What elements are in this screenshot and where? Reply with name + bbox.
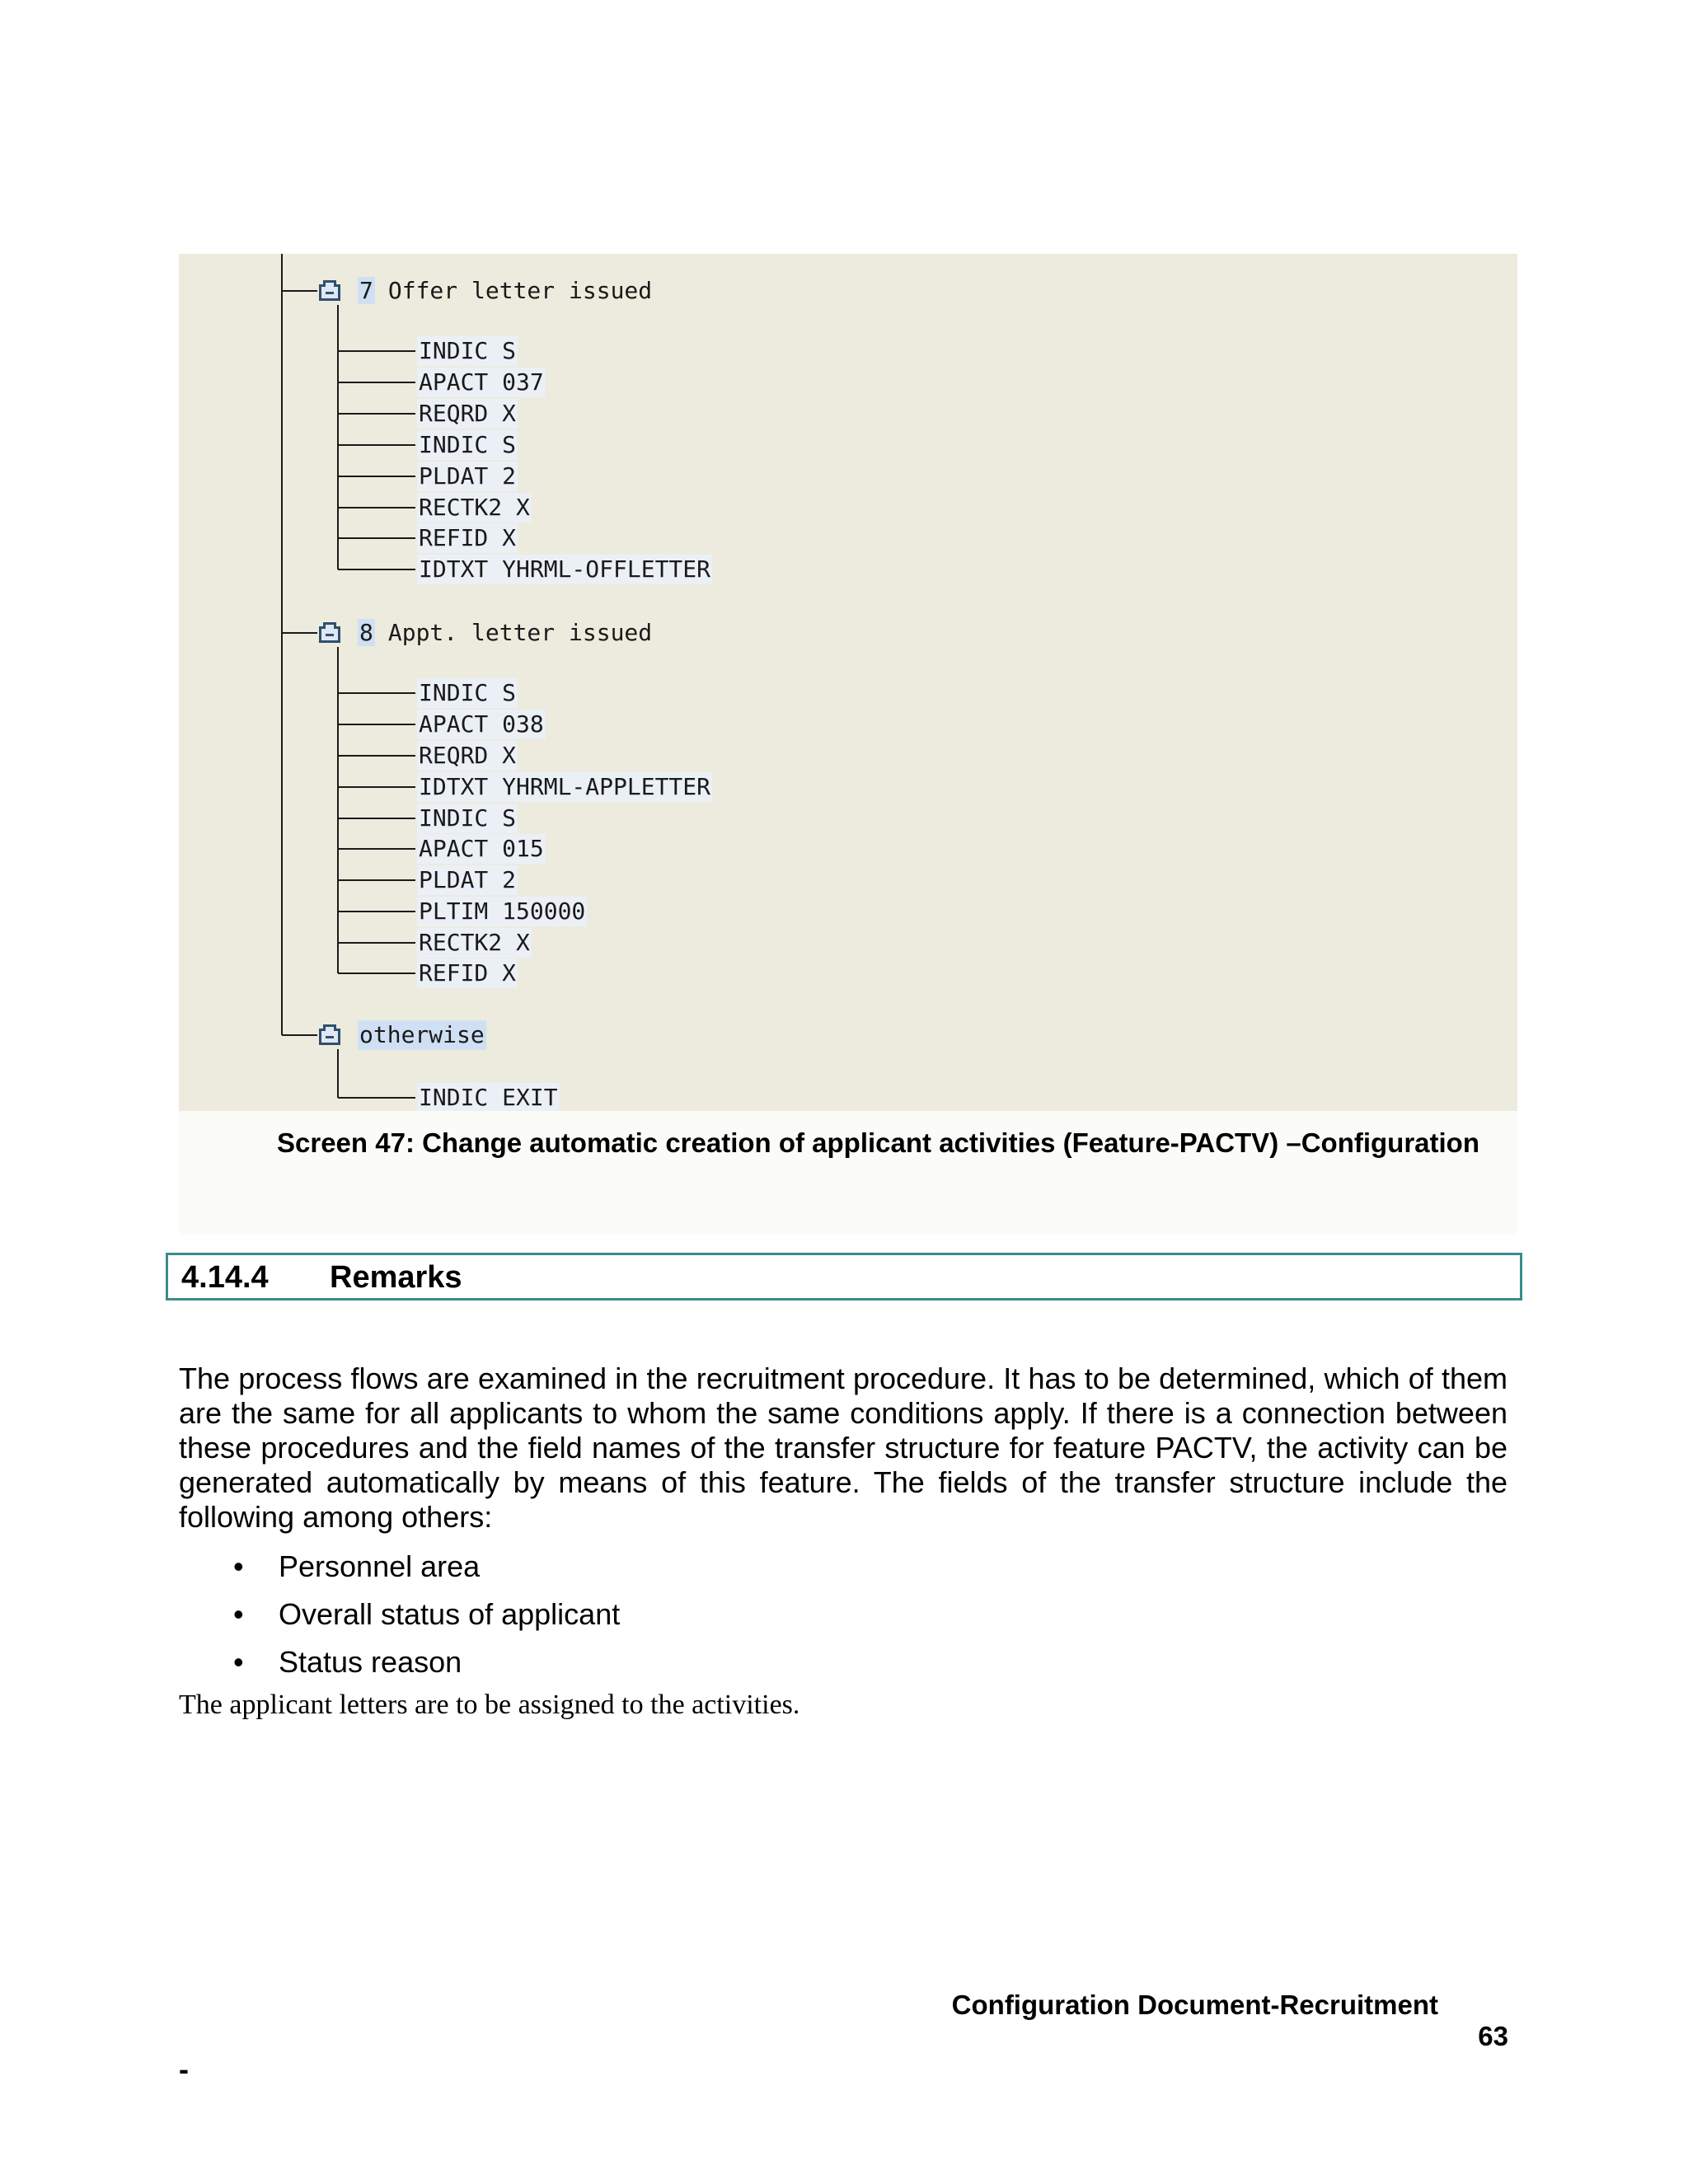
tree-leaf[interactable]: RECTK2 X bbox=[419, 929, 530, 956]
tree-leaf[interactable]: APACT 037 bbox=[419, 368, 544, 396]
list-item-text: Status reason bbox=[279, 1645, 462, 1679]
bullet-symbol: • bbox=[233, 1549, 244, 1583]
tree-leaf[interactable]: INDIC S bbox=[419, 804, 517, 832]
list-item bbox=[223, 1638, 620, 1686]
footer-title: Configuration Document-Recruitment bbox=[951, 1990, 1438, 2020]
tree-leaf[interactable]: INDIC EXIT bbox=[419, 1084, 558, 1111]
list-item-text: Overall status of applicant bbox=[279, 1597, 621, 1631]
tree-leaf[interactable]: APACT 015 bbox=[419, 835, 544, 862]
node-number: 8 bbox=[359, 619, 373, 646]
tree-leaf[interactable]: REFID X bbox=[419, 524, 517, 551]
figure-caption: Screen 47: Change automatic creation of applicant activities (Feature-PACTV) –Configuration bbox=[277, 1127, 1479, 1158]
tree-leaf[interactable]: PLTIM 150000 bbox=[419, 898, 586, 925]
tree-node-appt-letter[interactable] bbox=[358, 618, 652, 648]
tree-leaf[interactable]: IDTXT YHRML-OFFLETTER bbox=[419, 555, 711, 583]
page-number: 63 bbox=[1478, 2021, 1508, 2051]
tree-node-offer-letter[interactable] bbox=[358, 276, 652, 306]
bullet-symbol: • bbox=[233, 1597, 244, 1631]
tree-leaf[interactable]: IDTXT YHRML-APPLETTER bbox=[419, 773, 711, 800]
node-number: 7 bbox=[359, 277, 373, 304]
tree-leaf[interactable]: REFID X bbox=[419, 959, 517, 987]
tree-leaf[interactable]: APACT 038 bbox=[419, 710, 544, 738]
folder-icon[interactable] bbox=[319, 284, 340, 301]
tree-leaf[interactable]: PLDAT 2 bbox=[419, 462, 517, 490]
tree-leaf[interactable]: INDIC S bbox=[419, 431, 517, 458]
list-item bbox=[223, 1591, 620, 1638]
tree-leaf[interactable]: REQRD X bbox=[419, 400, 517, 427]
list-item-text: Personnel area bbox=[279, 1549, 481, 1583]
section-title: Remarks bbox=[330, 1260, 462, 1295]
section-heading bbox=[166, 1253, 1522, 1301]
footer-dash: - bbox=[179, 2052, 189, 2086]
section-number: 4.14.4 bbox=[181, 1260, 269, 1295]
folder-icon[interactable] bbox=[319, 1029, 340, 1045]
bullet-symbol: • bbox=[233, 1645, 244, 1679]
tree-leaf[interactable]: PLDAT 2 bbox=[419, 866, 517, 893]
list-item bbox=[223, 1543, 620, 1591]
tree-node-otherwise[interactable]: otherwise bbox=[359, 1021, 485, 1048]
bullet-list bbox=[223, 1543, 620, 1686]
tree-leaf[interactable]: REQRD X bbox=[419, 742, 517, 769]
tree-leaf[interactable]: INDIC S bbox=[419, 337, 517, 364]
body-paragraph: The process flows are examined in the recruitment procedure. It has to be determined, which of them are the same for all applicants to whom the same conditions apply. If there is a connection between these procedures and the field names of the transfer structure for feature PACTV, the activity can be generated automatically by means of this feature. The fields of the transfer structure include the following among others: bbox=[179, 1361, 1507, 1534]
tree-leaf[interactable]: RECTK2 X bbox=[419, 494, 530, 521]
node-label: Appt. letter issued bbox=[387, 619, 653, 646]
sap-tree-screenshot bbox=[179, 254, 1517, 1111]
closing-sentence: The applicant letters are to be assigned to the activities. bbox=[179, 1690, 800, 1720]
folder-icon[interactable] bbox=[319, 626, 340, 643]
node-label: Offer letter issued bbox=[387, 277, 653, 304]
tree-leaf[interactable]: INDIC S bbox=[419, 679, 517, 706]
tree-connector-lines bbox=[179, 254, 1517, 1111]
